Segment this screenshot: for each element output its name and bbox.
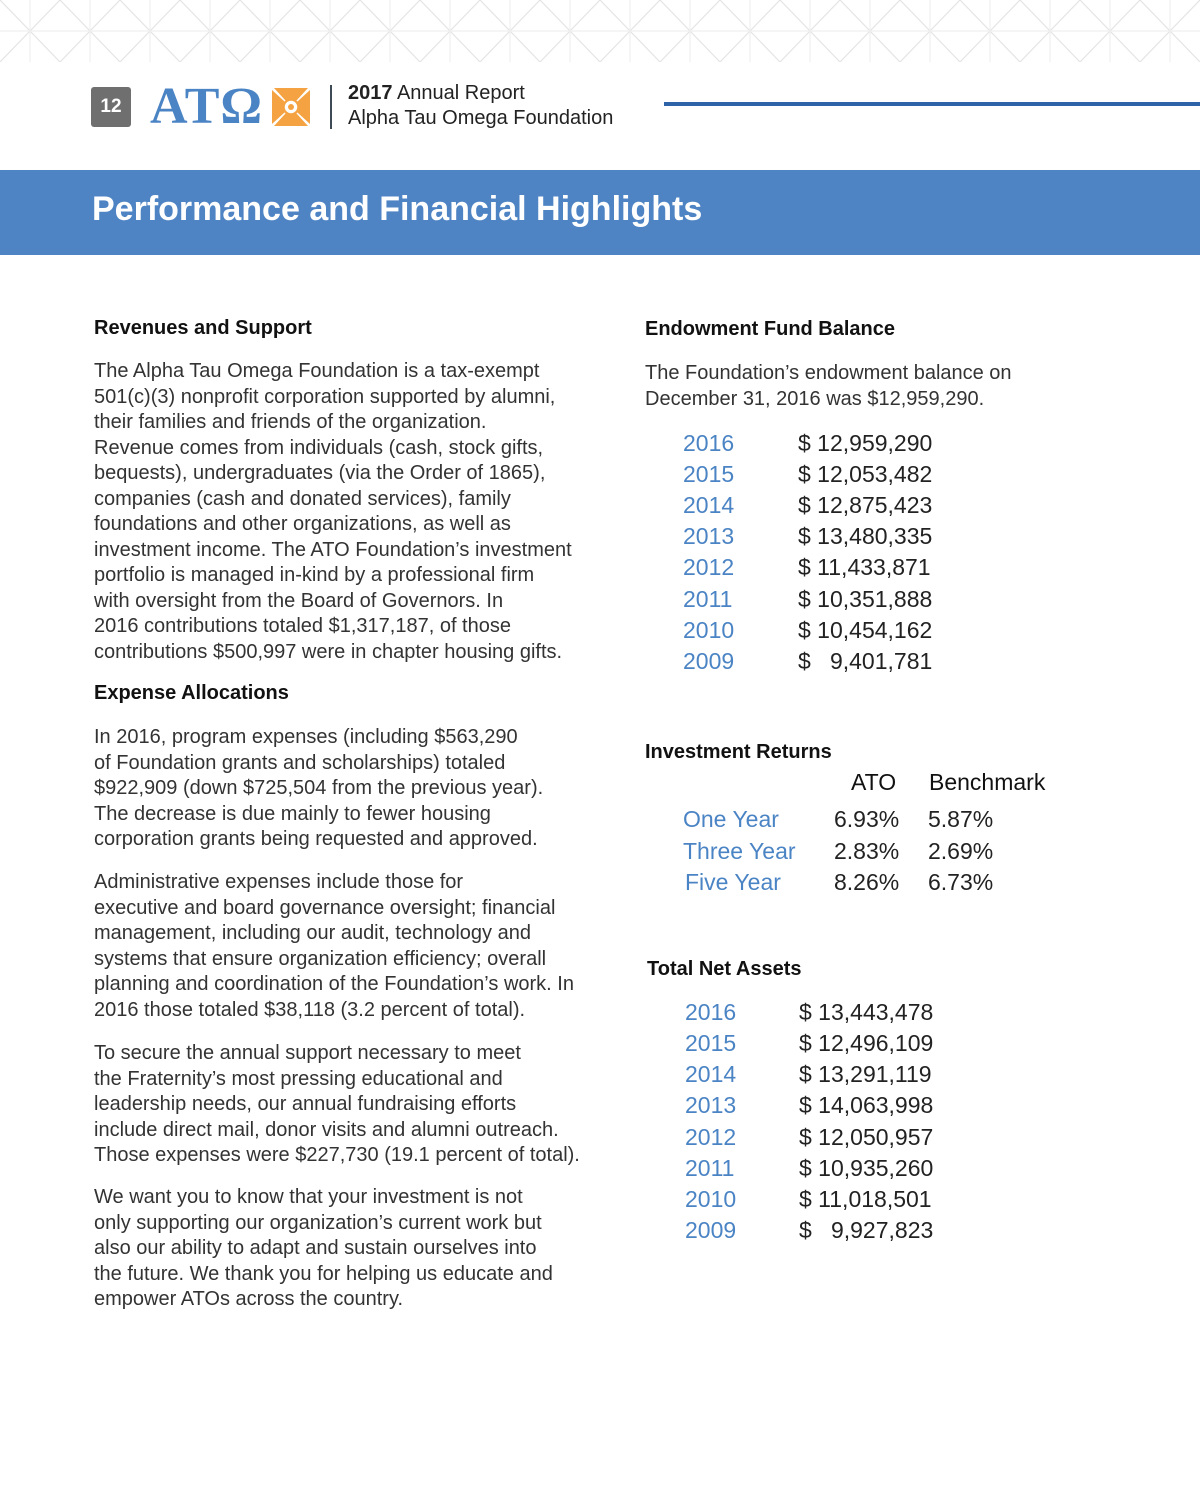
net-assets-heading: Total Net Assets	[647, 958, 802, 980]
report-title	[348, 82, 525, 105]
expenses-paragraph-3: To secure the annual support necessary to meet the Fraternity’s most pressing educational and leadership needs, our annual fundraising efforts include direct mail, donor visits and alumni outreach. Those expenses were $227,730 (19.1 percent of total).	[94, 1042, 580, 1166]
net-assets-year: 2011	[685, 1155, 735, 1181]
endowment-intro: The Foundation’s endowment balance on December 31, 2016 was $12,959,290.	[645, 362, 1012, 410]
endowment-amount: $ 11,433,871	[798, 554, 931, 580]
net-assets-amount: $ 14,063,998	[799, 1092, 934, 1118]
net-assets-amount: $ 12,050,957	[799, 1124, 934, 1150]
endowment-year: 2015	[683, 461, 735, 487]
header-pattern	[0, 0, 1200, 62]
net-assets-amount: $ 9,927,823	[799, 1217, 934, 1243]
investment-col-ato: ATO	[851, 769, 897, 795]
net-assets-amount: $ 13,443,478	[799, 999, 934, 1025]
investment-period: One Year	[683, 806, 779, 832]
endowment-year: 2014	[683, 492, 735, 518]
endowment-year: 2009	[683, 648, 735, 674]
investment-period: Three Year	[683, 838, 796, 864]
net-assets-amount: $ 13,291,119	[799, 1061, 932, 1087]
endowment-heading: Endowment Fund Balance	[645, 318, 896, 340]
investment-heading: Investment Returns	[645, 741, 832, 763]
endowment-year: 2010	[683, 617, 735, 643]
net-assets-year: 2016	[685, 999, 737, 1025]
endowment-year: 2016	[683, 430, 735, 456]
net-assets-year: 2013	[685, 1092, 737, 1118]
investment-benchmark-value: 5.87%	[928, 806, 994, 832]
maltese-cross-icon	[268, 84, 314, 130]
net-assets-year: 2014	[685, 1061, 737, 1087]
endowment-year: 2013	[683, 523, 735, 549]
report-year: 2017	[348, 82, 393, 104]
investment-benchmark-value: 2.69%	[928, 838, 994, 864]
investment-ato-value: 2.83%	[834, 838, 900, 864]
expenses-heading: Expense Allocations	[94, 682, 289, 704]
investment-col-benchmark: Benchmark	[929, 769, 1046, 795]
investment-ato-value: 8.26%	[834, 869, 900, 895]
investment-ato-value: 6.93%	[834, 806, 900, 832]
net-assets-amount: $ 12,496,109	[799, 1030, 934, 1056]
expenses-paragraph-1: In 2016, program expenses (including $563,290 of Foundation grants and scholarships) totaled $922,909 (down $725,504 from the previous year). The decrease is due mainly to fewer housing corporation grants being requested and approved.	[94, 726, 544, 850]
endowment-amount: $ 12,875,423	[798, 492, 933, 518]
endowment-year: 2011	[683, 586, 733, 612]
endowment-amount: $ 9,401,781	[798, 648, 933, 674]
investment-benchmark-value: 6.73%	[928, 869, 994, 895]
endowment-amount: $ 10,351,888	[798, 586, 933, 612]
header-rule	[664, 102, 1200, 106]
endowment-amount: $ 13,480,335	[798, 523, 933, 549]
revenues-heading: Revenues and Support	[94, 317, 312, 339]
net-assets-amount: $ 10,935,260	[799, 1155, 934, 1181]
expenses-paragraph-4: We want you to know that your investment is not only supporting our organization’s current work but also our ability to adapt and sustain ourselves into the future. We thank you for helping us educate and empower ATOs across the country.	[94, 1186, 553, 1310]
net-assets-amount: $ 11,018,501	[799, 1186, 932, 1212]
revenues-text: The Alpha Tau Omega Foundation is a tax-exempt 501(c)(3) nonprofit corporation supported by alumni, their families and friends of the organization. Revenue comes from individuals (cash, stock gifts, bequests), undergraduates (via the Order of 1865), companies (cash and donated services), family foundations and other organizations, as well as investment income. The ATO Foundation’s investment portfolio is managed in-kind by a professional firm with oversight from the Board of Governors. In 2016 contributions totaled $1,317,187, of those contributions $500,997 were in chapter housing gifts.	[94, 360, 572, 663]
endowment-amount: $ 12,053,482	[798, 461, 933, 487]
net-assets-year: 2009	[685, 1217, 737, 1243]
investment-period: Five Year	[685, 869, 781, 895]
page-number-badge: 12	[91, 87, 131, 127]
net-assets-year: 2010	[685, 1186, 737, 1212]
page-title: Performance and Financial Highlights	[92, 190, 703, 228]
endowment-amount: $ 10,454,162	[798, 617, 933, 643]
net-assets-year: 2015	[685, 1030, 737, 1056]
report-title-label: Annual Report	[392, 82, 525, 104]
ato-logo-text: ATΩ	[150, 78, 264, 135]
header-separator	[330, 85, 332, 129]
endowment-amount: $ 12,959,290	[798, 430, 933, 456]
expenses-paragraph-2: Administrative expenses include those for executive and board governance oversight; financial management, including our audit, technology and systems that ensure organization efficiency; overall planning and coordination of the Foundation’s work. In 2016 those totaled $38,118 (3.2 percent of total).	[94, 871, 574, 1021]
endowment-year: 2012	[683, 554, 735, 580]
organization-name: Alpha Tau Omega Foundation	[348, 107, 614, 129]
net-assets-year: 2012	[685, 1124, 737, 1150]
